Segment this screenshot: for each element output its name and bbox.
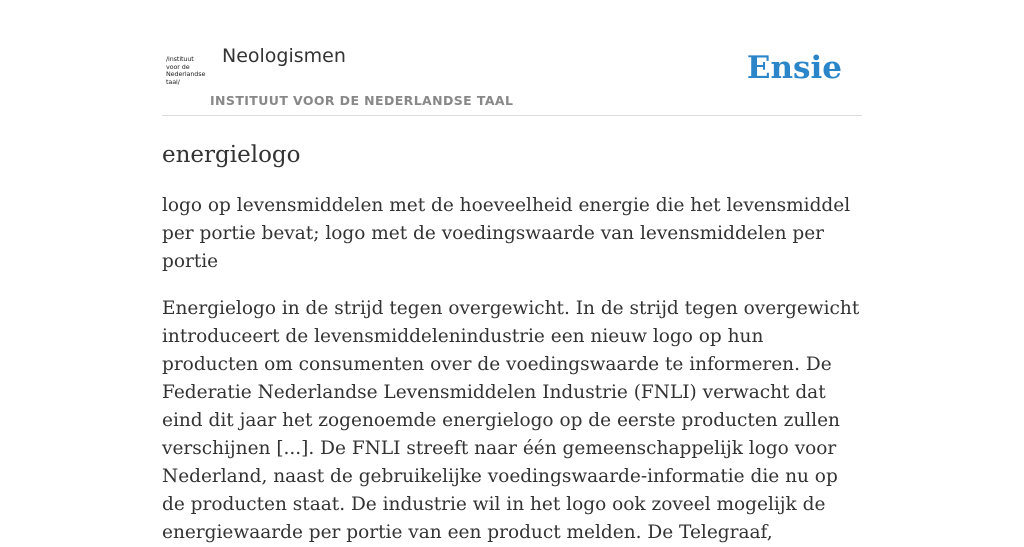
page [162,0,862,543]
header [162,0,862,116]
site-subtitle: INSTITUUT VOOR DE NEDERLANDSE TAAL [210,93,514,108]
logo-line: Nederlandse [166,70,206,79]
logo-line: taal/ [166,77,180,86]
ensie-brand-link[interactable]: Ensie [746,50,842,86]
site-title-link[interactable]: Neologismen [222,45,346,67]
entry-term: energielogo [162,142,301,168]
logo-line: voor de [166,62,190,71]
logo-line: /instituut [166,55,194,63]
entry-example: Energielogo in de strijd tegen overgewicht. In de strijd tegen overgewicht introduceert de levensmiddelenindustrie een nieuw logo op hun producten om consumenten over de voedingswaarde te informeren. De Federatie Nederlandse Levensmiddelen Industrie (FNLI) verwacht dat eind dit jaar het zogenoemde energielogo op de eerste producten zullen verschijnen [...]. De FNLI streeft naar één gemeenschappelijk logo voor Nederland, naast de gebruikelijke voedingswaarde-informatie die nu op de producten staat. De industrie wil in het logo ook zoveel mogelijk de energiewaarde per portie van een product melden. De Telegraaf, [162,298,860,543]
institute-logo[interactable] [166,56,210,90]
entry-definition: logo op levensmiddelen met de hoeveelheid energie die het levensmiddel per portie bevat; logo met de voedingswaarde van levensmiddelen per portie [162,195,851,272]
